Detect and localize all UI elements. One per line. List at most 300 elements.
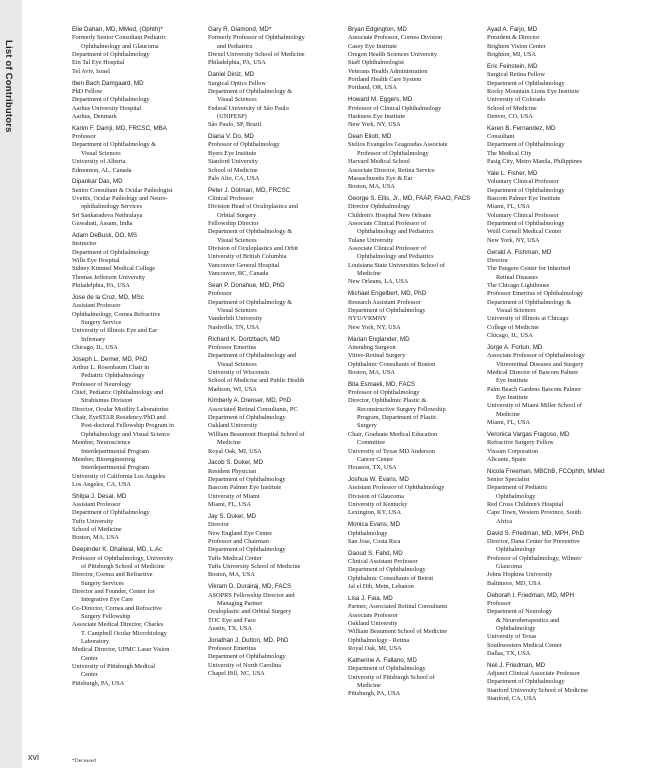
contributor-name: Dipankar Das, MD	[72, 178, 123, 186]
affiliation-line: Pittsburgh, PA, USA	[72, 679, 125, 687]
contributor-name: Katherine A. Fallano, MD	[348, 656, 417, 664]
affiliation-line: Interdepartmental Program	[81, 447, 150, 455]
affiliation-line: Division Head of Oculoplastics and	[208, 203, 298, 211]
contributor-entry	[208, 71, 348, 129]
contributor-entry	[72, 232, 212, 290]
affiliation-line: Department of Ophthalmology &	[208, 228, 293, 236]
affiliation-line: Ophthalmology, Cornea Refractive	[72, 310, 161, 318]
affiliation-line: Visual Sciences	[217, 360, 257, 368]
contributor-name: Jose de la Cruz, MD, MSc	[72, 293, 144, 301]
contributor-entry	[348, 290, 488, 332]
affiliation-line: Visual Sciences	[81, 149, 121, 157]
affiliation-line: Tufts University	[72, 517, 114, 525]
contributor-name: Howard M. Eggers, MD	[348, 96, 413, 104]
affiliation-line: Interdepartmental Program	[81, 464, 150, 472]
affiliation-line: Vanderbilt University	[208, 315, 263, 323]
contributor-entry	[208, 336, 348, 394]
affiliation-line: The Pangere Center for Inherited	[487, 265, 571, 273]
affiliation-line: University of California Los Angeles	[72, 472, 166, 480]
affiliation-line: University of Colorado	[487, 96, 546, 104]
contributor-entry	[72, 125, 212, 175]
affiliation-line: University of Illinois Eye and Ear	[72, 327, 158, 335]
contributor-name: Vikram D. Durairaj, MD, FACS	[208, 583, 292, 591]
affiliation-line: Formerly Senior Consultant Pediatric	[72, 34, 167, 42]
affiliation-line: Red Cross Children's Hospital	[487, 501, 564, 509]
affiliation-line: University of Texas MD Anderson	[348, 447, 435, 455]
affiliation-line: Reconstructive Surgery Fellowship	[357, 405, 446, 413]
affiliation-line: Oculoplastic and Orbital Surgery	[208, 608, 292, 616]
affiliation-line: Director, Cornea and Refractive	[72, 571, 153, 579]
affiliation-line: Chicago, IL, USA	[72, 343, 118, 351]
affiliation-line: School of Medicine	[487, 104, 537, 112]
affiliation-line: Stanford, CA, USA	[487, 695, 537, 703]
affiliation-line: Miami, FL, USA	[487, 418, 531, 426]
contributor-entry	[208, 282, 348, 332]
contributor-entry	[72, 294, 212, 352]
contributor-entry	[208, 26, 348, 68]
affiliation-line: Professor	[72, 133, 96, 141]
contributor-entry	[487, 125, 659, 167]
affiliation-line: Veterans Health Administration	[348, 67, 428, 75]
affiliation-line: Harvard Medical School	[348, 158, 410, 166]
contributor-name: Gerald A. Fishman, MD	[487, 248, 552, 256]
affiliation-line: Professor of Clinical Ophthalmology	[348, 104, 442, 112]
affiliation-line: Lexington, KY, USA	[348, 509, 402, 517]
contributor-entry	[348, 133, 488, 191]
contributor-name: George S. Ellis, Jr., MD, FAAP, FAAO, FACS	[348, 195, 471, 203]
contributor-name: Eric Feinstein, MD	[487, 62, 538, 70]
affiliation-line: Surgery Services	[81, 579, 124, 587]
contributor-name: Diana V. Do, MD	[208, 133, 254, 141]
affiliation-line: Department of Neurology	[487, 608, 553, 616]
affiliation-line: Associate Director, Retina Service	[348, 166, 435, 174]
affiliation-line: Aarhus, Denmark	[72, 112, 117, 120]
affiliation-line: Medicine	[496, 410, 520, 418]
affiliation-line: University of Pittsburgh School of	[348, 673, 435, 681]
affiliation-line: Bascom Palmer Eye Institute	[208, 484, 282, 492]
contributor-entry	[208, 513, 348, 580]
affiliation-line: Vissum Corporation	[487, 447, 538, 455]
affiliation-line: University of Miami	[208, 492, 260, 500]
affiliation-line: Visual Sciences	[496, 307, 536, 314]
affiliation-line: New England Eye Center	[208, 529, 273, 537]
affiliation-line: Chapel Hill, NC, USA	[208, 670, 265, 678]
contributor-name: Dean Eliott, MD	[348, 133, 392, 141]
affiliation-line: Professor of Neurology	[72, 380, 132, 388]
affiliation-line: Stanford University	[208, 158, 258, 166]
affiliation-line: Department of Ophthalmology	[348, 566, 426, 574]
contributor-name: Bryan Edgington, MD	[348, 26, 407, 33]
affiliation-line: New York, NY, USA	[487, 236, 540, 244]
affiliation-line: Professor Emeritus	[208, 645, 257, 653]
affiliation-line: William Beaumont Hospital School of	[208, 430, 305, 438]
affiliation-line: Ophthalmology	[496, 492, 536, 500]
affiliation-line: Pasig City, Metro Manila, Philippines	[487, 158, 583, 166]
affiliation-line: Department of Ophthalmology	[208, 414, 286, 422]
affiliation-line: Director and Founder, Center for	[72, 588, 155, 595]
affiliation-line: Director, Ophthalmic Plastic &	[348, 397, 427, 405]
affiliation-line: Formerly Professor of Ophthalmology	[208, 34, 305, 42]
affiliation-line: Louisiana State Universities School of	[348, 261, 445, 269]
affiliation-line: Dallas, TX, USA	[487, 649, 531, 657]
affiliation-line: Aarhus University Hospital	[72, 104, 142, 112]
affiliation-line: Weill Cornell Medical Center	[487, 228, 562, 236]
contributor-name: Peter J. Dolman, MD, FRCSC	[208, 186, 291, 194]
contributor-name: Lisa J. Faia, MD	[348, 595, 393, 602]
affiliation-line: Director	[487, 256, 508, 264]
affiliation-line: Ophthalmology and Pediatrics	[357, 253, 434, 261]
affiliation-line: Boston, MA, USA	[208, 571, 255, 579]
affiliation-line: Drexel University School of Medicine	[208, 51, 305, 59]
affiliation-line: Professor of Ophthalmology, University	[72, 554, 174, 562]
affiliation-line: Medicine	[217, 439, 241, 447]
affiliation-line: Associate Professor of Ophthalmology	[487, 352, 585, 360]
affiliation-line: Los Angeles, CA, USA	[72, 480, 131, 488]
contributor-entry	[487, 63, 659, 121]
affiliation-line: Voluntary Clinical Professor	[487, 178, 559, 186]
affiliation-line: Director, Dana Center for Preventive	[487, 537, 580, 545]
contributor-name: Neil J. Friedman, MD	[487, 661, 546, 669]
contributor-entry	[208, 133, 348, 183]
affiliation-line: Alicante, Spain	[487, 455, 526, 463]
affiliation-line: College of Medicine	[487, 323, 539, 331]
affiliation-line: NYU/VRMNY	[348, 315, 387, 323]
contributor-name: Joshua W. Evans, MD	[348, 476, 409, 484]
contributor-entry	[487, 431, 659, 464]
affiliation-line: Department of Ophthalmology	[348, 665, 426, 673]
affiliation-line: Director Ophthalmology	[348, 203, 411, 211]
affiliation-line: The Chicago Lighthouse	[487, 281, 550, 289]
affiliation-line: New York, NY, USA	[348, 323, 401, 331]
affiliation-line: Professor Emeritus	[208, 343, 257, 351]
sidebar-strip	[0, 0, 22, 768]
contributor-name: Ayad A. Farjo, MD	[487, 26, 538, 33]
affiliation-line: & Neurotherapeutics and	[496, 616, 560, 624]
contributor-entry	[348, 195, 488, 287]
affiliation-line: Integrative Eye Care	[81, 596, 134, 604]
affiliation-line: Ophthalmology	[496, 624, 536, 632]
contributor-entry	[72, 493, 212, 543]
affiliation-line: Department of Ophthalmology	[487, 141, 565, 149]
affiliation-line: Member, Bioengineering	[72, 455, 136, 463]
contributor-entry	[487, 530, 659, 588]
contributor-entry	[348, 26, 488, 93]
affiliation-line: University of Alberta	[72, 158, 126, 166]
affiliation-line: and Pediatrics	[217, 42, 253, 50]
affiliation-line: Instructor	[72, 240, 97, 248]
affiliation-line: Miami, FL, USA	[208, 501, 252, 509]
affiliation-line: School of Medicine	[208, 166, 258, 174]
contributor-name: Bita Esmaeli, MD, FACS	[348, 380, 416, 388]
affiliation-line: Associated Retinal Consultants, PC	[208, 405, 298, 413]
affiliation-line: Assistant Professor	[72, 501, 121, 509]
contributor-entry	[72, 356, 212, 490]
contributor-entry	[72, 80, 212, 122]
contributor-name: Gary R. Diamond, MD*	[208, 26, 272, 33]
contributor-entry	[72, 178, 212, 228]
section-title: List of Contributors	[3, 40, 14, 133]
affiliation-line: Medical Director of Bascom Palmer	[487, 368, 579, 376]
contributor-name: Jonathan J. Dutton, MD, PhD	[208, 636, 289, 644]
contributor-column-4	[487, 26, 659, 707]
affiliation-line: Department of Ophthalmology	[72, 96, 150, 104]
contributor-entry	[208, 637, 348, 679]
affiliation-line: Professor	[208, 290, 232, 298]
affiliation-line: Associate Medical Director, Charles	[72, 621, 164, 629]
affiliation-line: Wills Eye Hospital	[72, 256, 120, 264]
affiliation-line: Attending Surgeon	[348, 343, 396, 351]
affiliation-line: Baltimore, MD, USA	[487, 579, 542, 587]
contributor-name: Veronica Vargas Fragoso, MD	[487, 430, 570, 438]
affiliation-line: Center	[81, 654, 98, 662]
affiliation-line: Ophthalmology and Glaucoma	[81, 42, 159, 50]
contributor-entry	[348, 595, 488, 653]
affiliation-line: The Medical City	[487, 149, 532, 157]
affiliation-line: Oakland University	[208, 422, 258, 430]
affiliation-line: Africa	[496, 517, 513, 525]
affiliation-line: Professor of Ophthalmology, Wilmer/	[487, 554, 583, 562]
contributor-name: Yale L. Fisher, MD	[487, 170, 538, 177]
affiliation-line: Department of Ophthalmology &	[72, 141, 157, 149]
affiliation-line: Ophthalmic Consultants of Boston	[348, 360, 436, 368]
affiliation-line: Boston, MA, USA	[348, 368, 395, 376]
contributor-name: Karen B. Fernandez, MD	[487, 124, 556, 132]
affiliation-line: Department of Ophthalmology	[208, 653, 286, 661]
contributor-entry	[487, 344, 659, 427]
affiliation-line: Sidney Kimmel Medical College	[72, 265, 156, 273]
page-number: xvi	[28, 752, 39, 762]
affiliation-line: Department of Ophthalmology	[487, 220, 565, 228]
affiliation-line: Department of Ophthalmology	[487, 79, 565, 87]
affiliation-line: Children's Hospital New Orleans	[348, 211, 432, 219]
contributor-entry	[208, 583, 348, 633]
affiliation-line: Department of Ophthalmology &	[208, 298, 293, 306]
contributor-entry	[348, 657, 488, 699]
affiliation-line: Retinal Diseases	[496, 273, 538, 281]
contributor-name: Adam DeBusk, DO, MS	[72, 231, 137, 239]
affiliation-line: Surgery Service	[81, 318, 122, 326]
affiliation-line: Division of Glaucoma	[348, 492, 404, 500]
affiliation-line: Department of Ophthalmology	[208, 546, 286, 554]
contributor-entry	[348, 96, 488, 129]
affiliation-line: Professor Emeritus of Ophthalmology	[487, 290, 584, 298]
affiliation-line: Madison, WI, USA	[208, 385, 257, 393]
affiliation-line: Orbital Surgery	[217, 211, 257, 219]
affiliation-line: Philadelphia, PA, USA	[208, 59, 266, 67]
affiliation-line: Vancouver, BC, Canada	[208, 270, 269, 278]
affiliation-line: Philadelphia, PA, USA	[72, 281, 130, 289]
affiliation-line: Tufts University School of Medicine	[208, 562, 301, 570]
contributor-entry	[487, 468, 659, 526]
contributor-name: Deborah I. Friedman, MD, MPH	[487, 591, 574, 599]
affiliation-line: Committee	[357, 439, 385, 447]
contributor-name: Karim F. Damji, MD, FRCSC, MBA	[72, 124, 167, 132]
affiliation-line: Sri Sankaradeva Nethralaya	[72, 211, 143, 219]
affiliation-line: San Jose, Costa Rica	[348, 537, 401, 545]
affiliation-line: Casey Eye Institute	[348, 42, 397, 50]
affiliation-line: Co-Director, Cornea and Refractive	[72, 604, 162, 612]
affiliation-line: Harkness Eye Institute	[348, 112, 406, 120]
affiliation-line: Assistant Professor	[72, 302, 121, 310]
affiliation-line: Royal Oak, MI, USA	[208, 447, 262, 455]
affiliation-line: Professor of Ophthalmology	[208, 141, 280, 149]
affiliation-line: Infirmary	[81, 335, 106, 343]
affiliation-line: Boston, MA, USA	[72, 534, 119, 542]
affiliation-line: Director, Ocular Motility Laboratories	[72, 405, 169, 413]
affiliation-line: Staff Ophthalmologist	[348, 59, 405, 67]
affiliation-line: Palm Beach Gardens Bascom Palmer	[487, 385, 582, 393]
affiliation-line: Department of Ophthalmology &	[487, 298, 572, 306]
affiliation-line: University of Miami Miller School of	[487, 402, 582, 410]
affiliation-line: Strabismus Division	[81, 397, 133, 405]
affiliation-line: University of North Carolina	[208, 661, 281, 669]
affiliation-line: Vitreoretinal Diseases and Surgery	[496, 360, 584, 368]
affiliation-line: Program, Department of Plastic	[357, 414, 437, 422]
affiliation-line: ASOPRS Fellowship Director and	[208, 591, 295, 599]
affiliation-line: Member, Neuroscience	[72, 439, 131, 447]
affiliation-line: Surgical Retina Fellow	[487, 71, 545, 79]
affiliation-line: Department of Ophthalmology	[72, 509, 150, 517]
affiliation-line: Edmonton, AL, Canada	[72, 166, 132, 174]
affiliation-line: Surgical Optics Fellow	[208, 79, 266, 87]
contributor-entry	[208, 397, 348, 455]
affiliation-line: Glaucoma	[496, 562, 522, 570]
affiliation-line: Stanford University School of Medicine	[487, 686, 589, 694]
contributor-name: Kimberly A. Drenser, MD, PhD	[208, 397, 292, 405]
contributor-entry	[487, 662, 659, 704]
affiliation-line: T. Campbell Ocular Microbiology	[81, 629, 167, 637]
affiliation-line: Department of Pediatric	[487, 484, 548, 492]
affiliation-line: Oregon Health Sciences University	[348, 51, 438, 59]
affiliation-line: Federal University of São Paulo	[208, 104, 289, 112]
contributor-name: Deepinder K. Dhaliwal, MD, L.Ac	[72, 546, 163, 554]
affiliation-line: Royal Oak, MI, USA	[348, 645, 402, 653]
affiliation-line: Resident Physician	[208, 467, 257, 475]
affiliation-line: Pediatric Ophthalmology	[81, 372, 145, 380]
affiliation-line: Department of Ophthalmology and	[208, 352, 297, 360]
contributor-name: Daniel Diniz, MD	[208, 71, 255, 79]
affiliation-line: Visual Sciences	[217, 236, 257, 244]
affiliation-line: Post-doctoral Fellowship Program in	[81, 422, 174, 430]
affiliation-line: Austin, TX, USA	[208, 624, 252, 632]
affiliation-line: Palo Alto, CA, USA	[208, 174, 260, 182]
affiliation-line: (UNIFESP)	[217, 112, 247, 120]
affiliation-line: Laboratory	[81, 638, 109, 646]
contributor-entry	[348, 381, 488, 473]
affiliation-line: Eye Institute	[496, 377, 529, 385]
affiliation-line: Consultant	[487, 133, 515, 141]
affiliation-line: Thomas Jefferson University	[72, 273, 145, 281]
contributor-entry	[208, 187, 348, 279]
contributor-entry	[72, 26, 212, 76]
affiliation-line: University of Pittsburgh Medical	[72, 663, 155, 671]
affiliation-line: Ophthalmology - Retina	[348, 636, 410, 644]
affiliation-line: New Orleans, LA, USA	[348, 278, 409, 286]
contributor-name: Jay S. Duker, MD	[208, 512, 257, 520]
affiliation-line: Eye Institute	[496, 393, 529, 401]
affiliation-line: ophthalmology Services	[81, 203, 143, 211]
affiliation-line: of Pittsburgh School of Medicine	[81, 562, 165, 570]
affiliation-line: Tufts Medical Center	[208, 554, 262, 562]
affiliation-line: Nashville, TN, USA	[208, 323, 260, 331]
affiliation-line: University of Kentucky	[348, 501, 408, 509]
affiliation-line: Cancer Center	[357, 455, 394, 463]
contributor-entry	[348, 336, 488, 378]
affiliation-line: University of British Columbia	[208, 253, 287, 261]
affiliation-line: Associate Clinical Professor of	[348, 245, 427, 253]
contributor-name: Marian Englander, MD	[348, 335, 410, 343]
affiliation-line: Research Assistant Professor	[348, 298, 421, 306]
contributor-entry	[208, 459, 348, 509]
affiliation-line: Professor	[487, 599, 511, 607]
contributor-entry	[348, 550, 488, 592]
affiliation-line: Brighton, MI, USA	[487, 51, 536, 59]
affiliation-line: Clinical Assistant Professor	[348, 558, 418, 566]
affiliation-line: Cape Town, Western Province, South	[487, 509, 581, 517]
affiliation-line: Visual Sciences	[217, 307, 257, 314]
affiliation-line: Associate Clinical Professor of	[348, 220, 427, 228]
affiliation-line: Department of Ophthalmology &	[208, 87, 293, 95]
affiliation-line: Ophthalmology and Visual Science	[81, 430, 170, 438]
affiliation-line: Center	[81, 671, 98, 679]
affiliation-line: Uveitis, Ocular Pathology and Neuro-	[72, 195, 168, 203]
affiliation-line: Fellowship Director	[208, 220, 259, 228]
affiliation-line: Chair, EyeSTAR Residency/PhD and	[72, 414, 166, 422]
contributor-name: Michael Engelbert, MD, PhD	[348, 290, 427, 298]
affiliation-line: Managing Partner	[217, 599, 263, 607]
affiliation-line: Jal el Dib, Metn, Lebanon	[348, 583, 414, 591]
affiliation-line: Senior Specialist	[487, 476, 530, 484]
affiliation-line: Surgery	[357, 422, 377, 430]
affiliation-line: Ophthalmology and Pediatrics	[357, 228, 434, 236]
affiliation-line: Vancouver General Hospital	[208, 261, 280, 269]
contributor-column-1	[72, 26, 212, 692]
affiliation-line: Department of Ophthalmology	[72, 51, 150, 59]
contributor-name: David S. Friedman, MD, MPH, PhD	[487, 529, 584, 537]
contributor-name: Nicola Freeman, MBChB, FCOphth, MMed	[487, 467, 605, 475]
contributor-name: Jorge A. Fortun, MD	[487, 343, 543, 351]
affiliation-line: Chicago, IL, USA	[487, 332, 533, 340]
affiliation-line: Professor and Chairman	[208, 537, 269, 545]
affiliation-line: Stelios Evangelos Gragoudas Associate	[348, 141, 448, 149]
affiliation-line: Division of Oculoplastics and Orbit	[208, 245, 298, 253]
affiliation-line: PhD Fellow	[72, 87, 103, 95]
affiliation-line: Chief, Pediatric Ophthalmology and	[72, 389, 164, 397]
contributor-entry	[487, 249, 659, 341]
affiliation-line: Refractive Surgery Fellow	[487, 439, 554, 447]
affiliation-line: Medicine	[357, 681, 381, 689]
affiliation-line: Boston, MA, USA	[348, 183, 395, 191]
affiliation-line: Chair, Graduate Medical Education	[348, 430, 438, 438]
contributor-name: Iben Bach Damgaard, MD	[72, 79, 144, 87]
affiliation-line: University of Wisconsin	[208, 368, 270, 376]
contributor-name: Daoud S. Fahd, MD	[348, 549, 403, 557]
affiliation-line: Johns Hopkins University	[487, 571, 553, 579]
affiliation-line: Clinical Professor	[208, 195, 254, 203]
affiliation-line: Professor of Ophthalmology	[348, 389, 420, 397]
affiliation-line: Vitreo-Retinal Surgery	[348, 352, 406, 360]
affiliation-line: Ophthalmology	[496, 546, 536, 554]
affiliation-line: Bascom Palmer Eye Institute	[487, 195, 561, 203]
affiliation-line: Brighton Vision Center	[487, 42, 546, 50]
affiliation-line: School of Medicine	[72, 526, 122, 534]
affiliation-line: Massachusetts Eye & Ear	[348, 174, 413, 182]
affiliation-line: Oakland University	[348, 620, 398, 628]
contributor-name: Monica Evans, MD	[348, 521, 400, 529]
affiliation-line: University of Illinois at Chicago	[487, 315, 569, 323]
contributor-name: Richard K. Dortzbach, MD	[208, 335, 280, 343]
contributor-column-3	[348, 26, 488, 702]
